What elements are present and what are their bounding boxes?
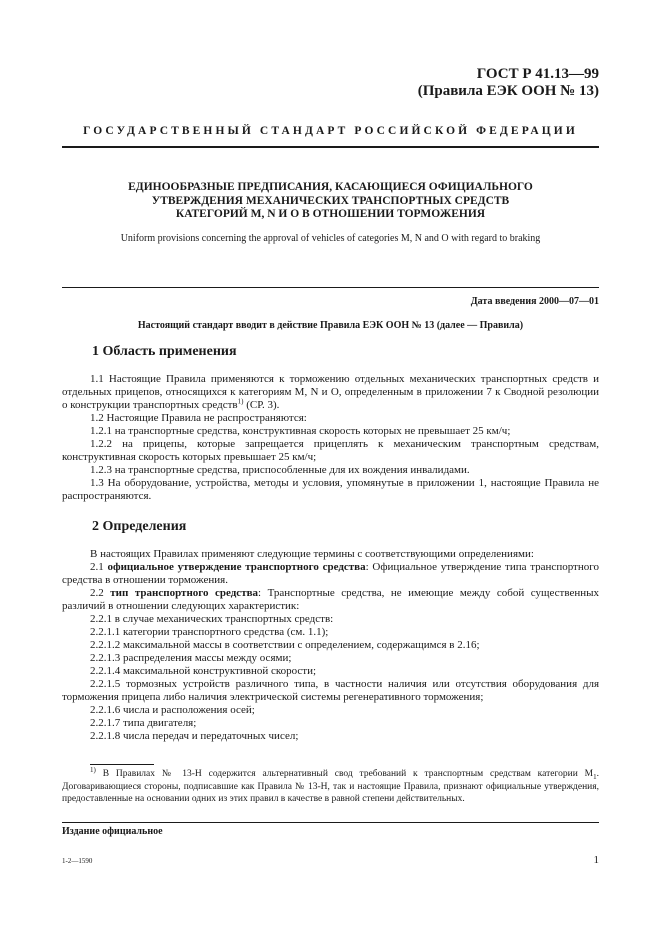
list-item: 2.2.1.7 типа двигателя; — [90, 717, 197, 729]
title-line-2: УТВЕРЖДЕНИЯ МЕХАНИЧЕСКИХ ТРАНСПОРТНЫХ СРЕДСТВ — [151, 194, 510, 207]
footnote: $^{1)}$ В Правилах № 13-Н содержится альтернативный свод требований к транспортным средствам категории $M_1$. Договаривающиеся стороны, подписавшие как Правила № 13-Н, так и настоящие Правила, признают официальные утверждения, предоставленные на основании одних из этих правил в качестве в равной степени действительных. — [62, 765, 599, 804]
paragraph-1-2-2: 1.2.2 на прицепы, которые запрещается прицеплять к механическим транспортным средствам, конструктивная скорость которых превышает 25 км/ч; — [62, 438, 599, 463]
title-divider — [62, 287, 599, 288]
list-item: 2.2.1.6 числа и расположения осей; — [90, 704, 255, 716]
paragraph-1-3: 1.3 На оборудование, устройства, методы и условия, упомянутые в приложении 1, настоящие Правила не распространяются. — [62, 477, 599, 502]
paragraph-2-1: 2.1 официальное утверждение транспортного средства: Официальное утверждение типа транспортного средства в отношении торможения. — [62, 561, 599, 586]
paragraph-1-1: 1.1 Настоящие Правила применяются к торможению отдельных механических транспортных средств и отдельных прицепов, относящихся к категориям M, N и O, определенным в приложении 7 к Сводной резолюции о конструкции транспортных средств$^{1)}$ (СР. 3). — [62, 373, 599, 411]
gost-code: ГОСТ Р 41.13—99 — [476, 66, 599, 82]
paragraph-1-2-1: 1.2.1 на транспортные средства, конструктивная скорость которых не превышает 25 км/ч; — [90, 425, 511, 437]
list-item: 2.2.1.8 числа передач и передаточных чисел; — [90, 730, 299, 742]
list-item: 2.2.1.1 категории транспортного средства (см. 1.1); — [90, 626, 329, 638]
paragraph-1-2-3: 1.2.3 на транспортные средства, приспособленные для их вождения инвалидами. — [90, 464, 470, 476]
title-line-1: ЕДИНООБРАЗНЫЕ ПРЕДПИСАНИЯ, КАСАЮЩИЕСЯ ОФИЦИАЛЬНОГО — [128, 181, 533, 193]
term-vehicle-type: тип транспортного средства — [110, 587, 259, 599]
term-official-approval: официальное утверждение транспортного средства — [107, 561, 366, 573]
title-line-3: КАТЕГОРИЙ М, N И О В ОТНОШЕНИИ ТОРМОЖЕНИЯ — [175, 208, 486, 220]
list-item: 2.2.1.2 максимальной массы в соответствии с определением, содержащимся в 2.16; — [90, 639, 480, 651]
page-number: 1 — [593, 854, 599, 866]
state-standard-heading: ГОСУДАРСТВЕННЫЙ СТАНДАРТ РОССИЙСКОЙ ФЕДЕРАЦИИ — [83, 125, 578, 137]
section-2-body — [62, 548, 599, 743]
official-edition-label: Издание официальное — [62, 826, 163, 837]
section-1-heading: 1 Область применения — [92, 344, 237, 359]
document-title — [62, 181, 599, 222]
list-item: 2.2.1 в случае механических транспортных средств: — [90, 613, 334, 625]
section-2-intro: В настоящих Правилах применяют следующие термины с соответствующими определениями: — [90, 548, 534, 560]
print-code: 1-2—1590 — [62, 857, 93, 865]
section-2-heading: 2 Определения — [92, 519, 187, 534]
english-title: Uniform provisions concerning the approval of vehicles of categories M, N and O with regard to braking — [120, 233, 541, 244]
paragraph-1-2: 1.2 Настоящие Правила не распространяются: — [90, 412, 307, 424]
introduction-statement: Настоящий стандарт вводит в действие Правила ЕЭК ООН № 13 (далее — Правила) — [137, 320, 524, 331]
list-item: 2.2.1.5 тормозных устройств различного типа, в частности наличия или отсутствия оборудования для торможения прицепа либо наличия электрической системы регенеративного торможения; — [62, 678, 599, 703]
list-item: 2.2.1.3 распределения массы между осями; — [90, 652, 292, 664]
section-1-body — [62, 373, 599, 503]
rules-reference: (Правила ЕЭК ООН № 13) — [417, 83, 599, 99]
paragraph-2-2: 2.2 тип транспортного средства: Транспортные средства, не имеющие между собой существенных различий в отношении следующих характеристик: — [62, 587, 599, 612]
footnote-marker: 1) — [90, 765, 96, 774]
introduction-date: Дата введения 2000—07—01 — [470, 296, 599, 307]
gost-code-block — [418, 66, 599, 100]
footnote-divider — [90, 764, 154, 765]
list-item: 2.2.1.4 максимальной конструктивной скорости; — [90, 665, 317, 677]
header-divider — [62, 146, 599, 148]
edition-divider — [62, 822, 599, 823]
footnote-reference: 1) — [237, 397, 244, 406]
